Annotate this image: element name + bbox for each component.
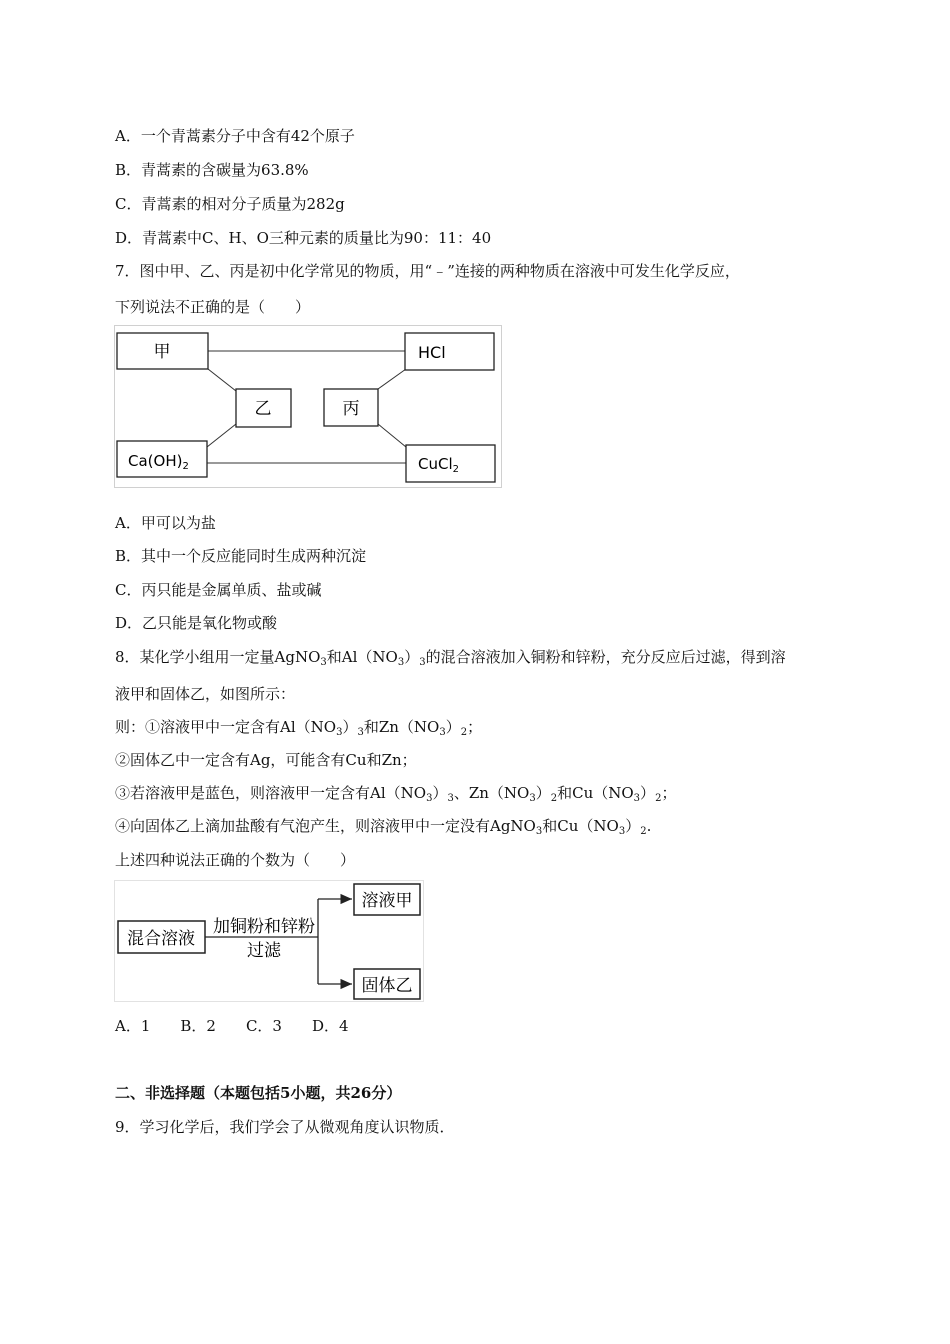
q8-options: A．1 B．2 C．3 D．4 [115,1017,349,1035]
q8-stem-line1: 8．某化学小组用一定量AgNO$_3$和$Al(NO_3)_3$的混合溶液加入铜粉和锌粉，充分反应后过滤，得到溶 [115,648,786,668]
svg-text:混合溶液: 混合溶液 [127,929,195,949]
q7-option-d: D．乙只能是氧化物或酸 [115,614,278,632]
svg-text:CuCl2: CuCl$_2$ [418,455,459,475]
q6-option-d: D．青蒿素中C、H、O三种元素的质量比为90：11：40 [115,229,492,247]
box-mixed-solution [118,921,205,953]
action-label-bottom: 过滤 [247,941,281,961]
q6-option-a: A．一个青蒿素分子中含有42个原子 [115,127,355,145]
q7-stem-line1: 7．图中甲、乙、丙是初中化学常见的物质，用“﹣”连接的两种物质在溶液中可发生化学反应， [115,262,740,280]
q6-option-b: B．青蒿素的含碳量为63.8% [115,161,309,179]
box-solid-yi [354,969,420,999]
svg-text:丙: 丙 [342,399,360,419]
q8-question: 上述四种说法正确的个数为（ ） [115,851,356,869]
box-solution-jia [354,884,420,915]
svg-text:固体乙: 固体乙 [361,976,413,996]
svg-text:HCl: HCl [418,343,446,362]
q7-option-a: A．甲可以为盐 [115,514,216,532]
q8-statement-3: ③若溶液甲是蓝色，则溶液甲一定含有$Al(NO_3)_3$、$Zn(NO_3)_2$和$Cu(NO_3)_2$； [115,784,677,804]
q7-option-c: C．丙只能是金属单质、盐或碱 [115,581,322,599]
section-heading: 二、非选择题（本题包括5小题，共26分） [115,1084,402,1102]
q8-flow-diagram [114,880,424,1002]
q8-statement-4: ④向固体乙上滴加盐酸有气泡产生，则溶液甲中一定没有AgNO$_3$和$Cu(NO_3)_2$. [115,817,652,837]
q6-option-c: C．青蒿素的相对分子质量为282g [115,195,345,213]
q9-stem: 9．学习化学后，我们学会了从微观角度认识物质． [115,1118,455,1136]
box-hcl [405,333,494,370]
action-label-top: 加铜粉和锌粉 [213,917,315,937]
box-bing [324,389,378,426]
svg-text:溶液甲: 溶液甲 [361,891,413,911]
box-yi [236,389,291,427]
q7-stem-line2: 下列说法不正确的是（ ） [115,298,311,316]
svg-text:甲: 甲 [153,342,171,362]
q8-statement-2: ②固体乙中一定含有Ag，可能含有Cu和Zn； [115,751,417,769]
box-cucl2 [406,445,495,482]
box-caoh2 [117,441,207,477]
q7-option-b: B．其中一个反应能同时生成两种沉淀 [115,547,367,565]
svg-text:Ca(OH)2: $Ca(OH)_2$ [128,452,189,472]
svg-text:乙: 乙 [254,399,272,419]
q8-stem-line2: 液甲和固体乙，如图所示： [115,685,296,703]
q8-statement-1: 则：①溶液甲中一定含有$Al(NO_3)_3$和$Zn(NO_3)_2$； [115,718,483,738]
box-jia [117,333,208,369]
q7-relation-diagram [114,325,502,488]
